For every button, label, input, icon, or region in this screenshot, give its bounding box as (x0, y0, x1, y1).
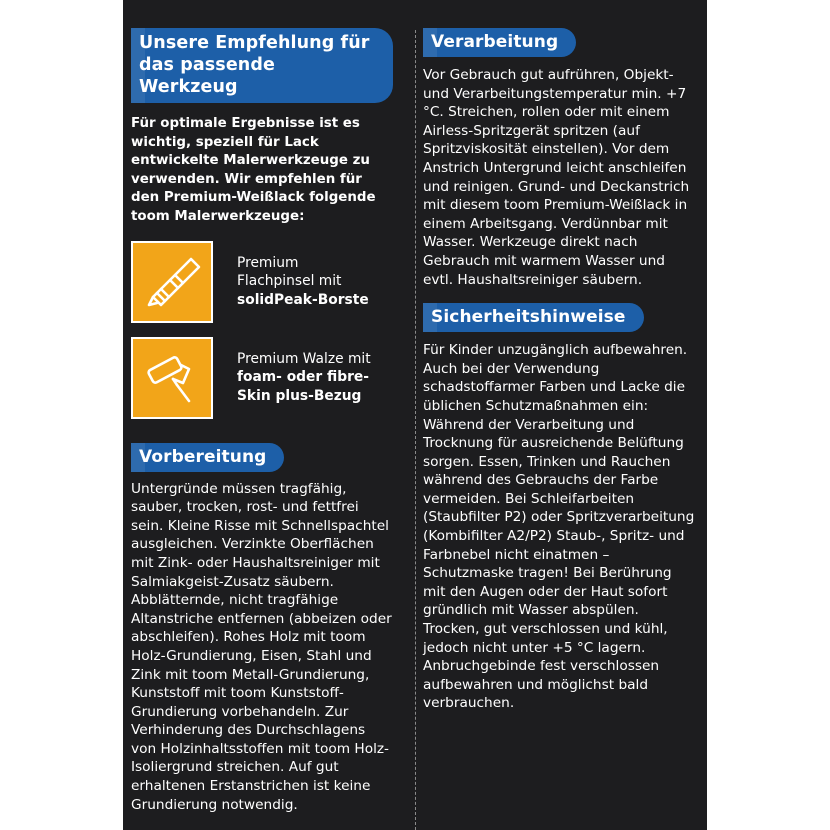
preparation-heading (131, 443, 284, 472)
tool-brush-label: Premium Flachpinsel mit solidPeak-Borste (237, 254, 369, 308)
tool-item-brush (131, 241, 393, 323)
recommendation-intro: Für optimale Ergebnisse ist es wichtig, speziell für Lack entwickelte Malerwerkzeuge zu verwenden. Wir empfehlen für den Premium-Weißlack folgende toom Malerwerkzeuge: (131, 116, 376, 224)
paintbrush-icon (131, 241, 213, 323)
safety-title: Sicherheitshinweise (431, 307, 626, 328)
recommendation-heading-line1: Unsere Empfehlung für (139, 33, 370, 53)
tool-roller-label: Premium Walze mit foam- oder fibre- Skin plus-Bezug (237, 350, 371, 404)
safety-text: Für Kinder unzugänglich aufbewahren. Auch bei der Verwendung schadstoffarmer Farben und Lacke die üblichen Schutzmaßnahmen ein: Während der Verarbeitung und Trocknung für ausreichende Belüftung sorgen. Essen, Trinken und Rauchen während des Gebrauchs der Farbe vermeiden. Bei Schleifarbeiten (Staubfilter P2) oder Spritzverarbeitung (Kombifilter A2/P2) Staub-, Spritz- und Farbnebel nicht einatmen – Schutzmaske tragen! Bei Berührung mit den Augen oder der Haut sofort gründlich mit Wasser abspülen. Trocken, gut verschlossen und kühl, jedoch nicht unter +5 °C lagern. Anbruchgebinde fest verschlossen aufbewahren und möglichst bald verbrauchen. (423, 342, 695, 712)
right-column (423, 28, 697, 713)
processing-heading (423, 28, 576, 57)
left-column (131, 28, 393, 814)
column-divider (415, 30, 416, 830)
safety-heading (423, 303, 644, 332)
preparation-title: Vorbereitung (139, 446, 267, 467)
recommendation-heading (131, 28, 393, 103)
preparation-text: Untergründe müssen tragfähig, sauber, trocken, rost- und fettfrei sein. Kleine Risse mit Schnellspachtel ausgleichen. Verzinkte Oberflächen mit Zink- oder Haushaltsreiniger mit Salmiakgeist-Zusatz säubern. Abblätternde, nicht tragfähige Altanstriche entfernen (abbeizen oder abschleifen). Rohes Holz mit toom Holz-Grundierung, Eisen, Stahl und Zink mit toom Metall-Grundierung, Kunststoff mit toom Kunststoff-Grundierung vorbehandeln. Zur Verhinderung des Durchschlagens von Holzinhaltsstoffen mit toom Holz-Isoliergrund streichen. Auf gut erhaltenen Erstanstrichen ist keine Grundierung notwendig. (131, 480, 392, 813)
recommendation-heading-line2: das passende Werkzeug (139, 55, 275, 97)
paint-roller-icon (131, 337, 213, 419)
tool-item-roller (131, 337, 393, 419)
processing-text: Vor Gebrauch gut aufrühren, Objekt- und Verarbeitungstemperatur min. +7 °C. Streichen, rollen oder mit einem Airless-Spritzgerät spritzen (auf Spritzviskosität einstellen). Vor dem Anstrich Untergrund leicht anschleifen und reinigen. Grund- und Deckanstrich mit diesem toom Premium-Weißlack in einem Arbeitsgang. Verdünnbar mit Wasser. Werkzeuge direkt nach Gebrauch mit warmem Wasser und evtl. Haushaltsreiniger säubern. (423, 67, 690, 288)
processing-title: Verarbeitung (431, 32, 559, 52)
